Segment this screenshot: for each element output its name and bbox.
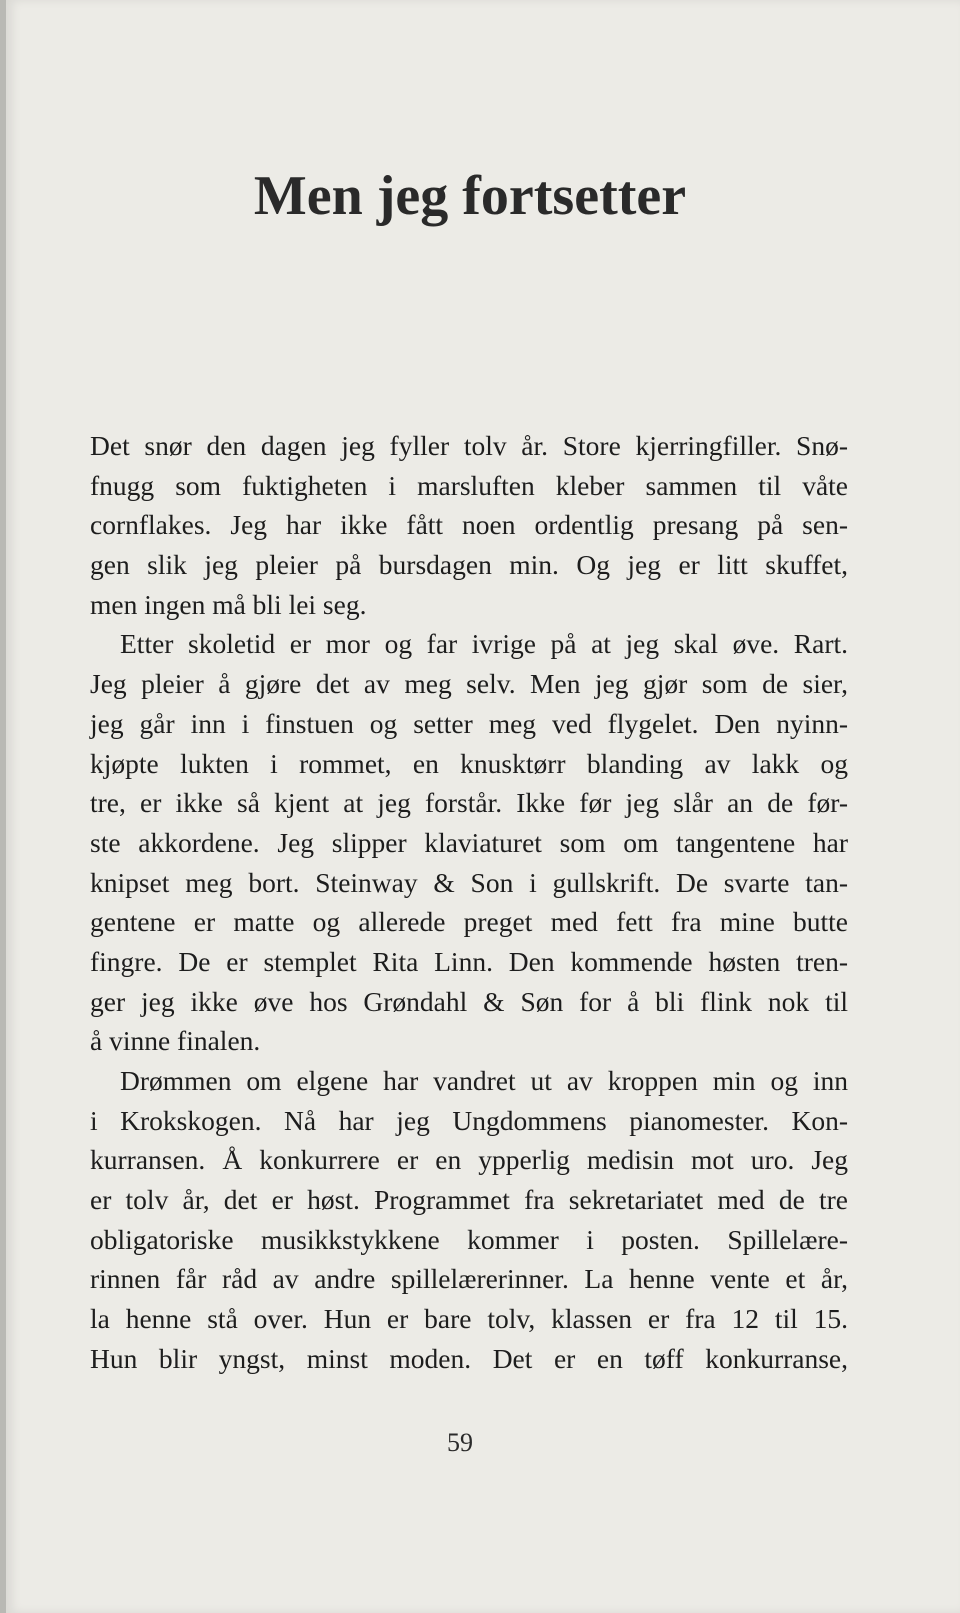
text-line: å vinne finalen. (90, 1025, 261, 1057)
text-line: i Krokskogen. Nå har jeg Ungdommens pianomester. Kon- (90, 1104, 848, 1136)
chapter-title: Men jeg fortsetter (253, 164, 687, 227)
body-text (90, 426, 848, 1379)
text-line: er tolv år, det er høst. Programmet fra sekretariatet med de tre (90, 1184, 848, 1216)
text-line: tre, er ikke så kjent at jeg forstår. Ikke før jeg slår an de før- (90, 787, 848, 819)
text-line: Drømmen om elgene har vandret ut av kroppen min og inn (120, 1065, 848, 1096)
text-line: ger jeg ikke øve hos Grøndahl & Søn for å bli flink nok til (90, 985, 848, 1017)
paragraph (90, 624, 848, 1061)
text-line: rinnen får råd av andre spillelærerinner. La henne vente et år, (90, 1263, 848, 1295)
text-line: men ingen må bli lei seg. (90, 588, 367, 620)
text-line: kurransen. Å konkurrere er en ypperlig medisin mot uro. Jeg (90, 1144, 848, 1176)
text-line: obligatoriske musikkstykkene kommer i posten. Spillelære- (90, 1223, 848, 1255)
text-line: la henne stå over. Hun er bare tolv, klassen er fra 12 til 15. (90, 1303, 848, 1335)
text-line: gentene er matte og allerede preget med fett fra mine butte (90, 906, 848, 938)
text-line: gen slik jeg pleier på bursdagen min. Og jeg er litt skuffet, (90, 549, 848, 581)
text-line: Hun blir yngst, minst moden. Det er en tøff konkurranse, (90, 1342, 848, 1374)
text-line: ste akkordene. Jeg slipper klaviaturet som om tangentene har (90, 826, 848, 858)
page-number: 59 (447, 1428, 473, 1457)
text-line: fnugg som fuktigheten i marsluften kleber sammen til våte (90, 469, 848, 501)
text-line: Det snør den dagen jeg fyller tolv år. Store kjerringfiller. Snø- (90, 430, 848, 461)
text-line: knipset meg bort. Steinway & Son i gullskrift. De svarte tan- (90, 866, 848, 898)
paragraph (90, 426, 848, 624)
show-through-texture (98, 100, 858, 404)
text-line: Etter skoletid er mor og far ivrige på at jeg skal øve. Rart. (120, 628, 848, 660)
text-line: Jeg pleier å gjøre det av meg selv. Men jeg gjør som de sier, (90, 668, 848, 700)
paragraph (90, 1061, 848, 1379)
text-line: jeg går inn i finstuen og setter meg ved flygelet. Den nyinn- (90, 707, 848, 739)
text-line: fingre. De er stemplet Rita Linn. Den kommende høsten tren- (90, 945, 848, 977)
text-line: cornflakes. Jeg har ikke fått noen ordentlig presang på sen- (90, 509, 848, 541)
text-line: kjøpte lukten i rommet, en knusktørr blanding av lakk og (90, 747, 848, 779)
